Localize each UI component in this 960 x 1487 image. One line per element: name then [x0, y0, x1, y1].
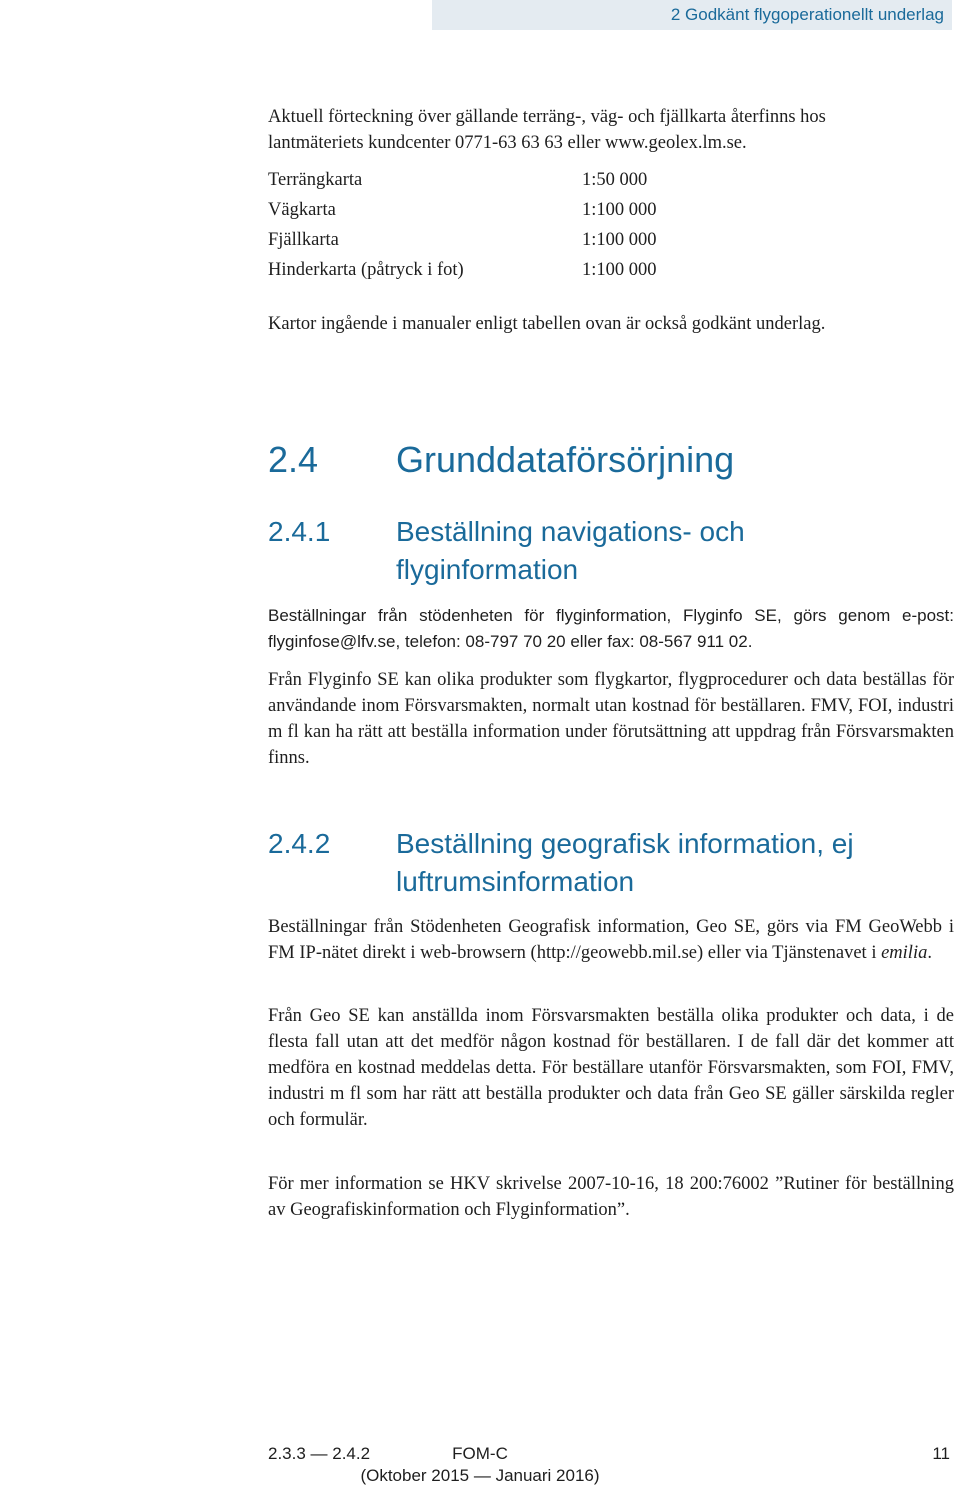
paragraph-text-end: .	[927, 943, 932, 963]
map-scale: 1:100 000	[582, 230, 657, 250]
paragraph-text: Beställningar från Stödenheten Geografisk information, Geo SE, görs via FM GeoWebb i FM IP-nätet direkt i web-browsern (http://geowebb.mil.se) eller via Tjänstenavet i	[268, 917, 954, 963]
section-number: 2.4	[268, 439, 319, 480]
paragraph: För mer information se HKV skrivelse 2007-10-16, 18 200:76002 ”Rutiner för beställning av Geografiskinformation och Flyginformation”.	[268, 1174, 954, 1220]
section-heading-2-4-2	[0, 825, 960, 901]
section-heading-2-4	[0, 438, 960, 482]
intro-text	[268, 104, 954, 156]
section-number: 2.4.2	[268, 828, 331, 859]
map-row	[268, 195, 788, 225]
page-number: 11	[932, 1444, 950, 1463]
paragraph: Från Geo SE kan anställda inom Försvarsmakten beställa olika produkter och data, i de flesta fall utan att det medför någon kostnad för beställaren. I de fall där det kommer att medföra en kostnad meddelas detta. För beställare utanför Försvarsmakten, som FOI, FMV, industri m fl som har rätt att beställa produkter och data från Geo SE gäller särskilda regler och formulär.	[268, 1006, 954, 1130]
paragraph: Beställningar från stödenheten för flyginformation, Flyginfo SE, görs genom e-post: flyginfose@lfv.se, telefon: 08-797 70 20 eller fax: 08-567 911 02.	[268, 606, 954, 651]
intro-line-2: lantmäteriets kundcenter 0771-63 63 63 eller www.geolex.lm.se.	[268, 133, 747, 153]
section-number: 2.4.1	[268, 516, 331, 547]
intro-line-1: Aktuell förteckning över gällande terräng-, väg- och fjällkarta återfinns hos	[268, 107, 826, 127]
emphasis-text: emilia	[881, 943, 928, 963]
footer-range: 2.3.3 — 2.4.2	[268, 1444, 371, 1463]
section-title-line-2: flyginformation	[396, 554, 579, 585]
section-title-line-1: Beställning geografisk information, ej	[396, 828, 854, 859]
footer-doc: FOM-C	[452, 1444, 508, 1463]
map-row	[268, 255, 788, 285]
map-scale: 1:50 000	[582, 170, 648, 190]
map-scale: 1:100 000	[582, 260, 657, 280]
section-title: Grunddataförsörjning	[396, 439, 735, 480]
section-heading-2-4-1	[0, 513, 960, 589]
section-title	[396, 513, 936, 589]
running-header: 2 Godkänt flygoperationellt underlag	[432, 0, 952, 30]
section-title-line-2: luftrumsinformation	[396, 866, 635, 897]
paragraph: Från Flyginfo SE kan olika produkter som flygkartor, flygprocedurer och data beställas för användande inom Försvarsmakten, normalt utan kostnad för beställaren. FMV, FOI, industri m fl kan ha rätt att beställa information under förutsättning att uppdrag från Försvarsmakten finns.	[268, 670, 954, 768]
section-title	[396, 825, 936, 901]
paragraph	[268, 914, 954, 966]
map-row	[268, 165, 788, 195]
map-row	[268, 225, 788, 255]
map-name: Hinderkarta (påtryck i fot)	[268, 260, 464, 280]
map-name: Terrängkarta	[268, 170, 363, 190]
footer-date: (Oktober 2015 — Januari 2016)	[360, 1466, 600, 1485]
maps-note: Kartor ingående i manualer enligt tabellen ovan är också godkänt underlag.	[268, 314, 826, 334]
map-name: Vägkarta	[268, 200, 336, 220]
map-scale: 1:100 000	[582, 200, 657, 220]
map-name: Fjällkarta	[268, 230, 339, 250]
section-title-line-1: Beställning navigations- och	[396, 516, 745, 547]
